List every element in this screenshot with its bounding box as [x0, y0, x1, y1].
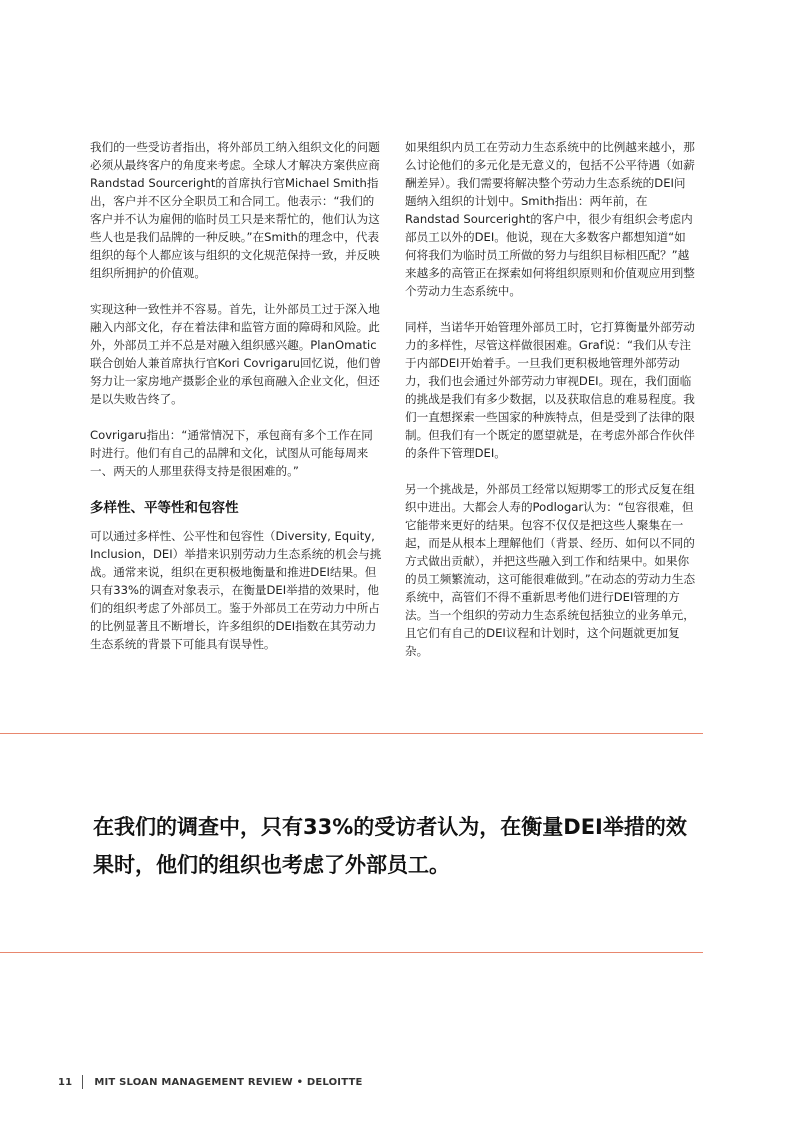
left-column [90, 138, 382, 671]
publication-name: MIT SLOAN MANAGEMENT REVIEW • DELOITTE [94, 1076, 363, 1088]
right-paragraph-3: 另一个挑战是，外部员工经常以短期零工的形式反复在组织中进出。大都会人寿的Podlogar认为：“包容很难，但它能带来更好的结果。包容不仅仅是把这些人聚集在一起，而是从根本上理解他们（背景、经历、如何以不同的方式做出贡献），并把这些融入到工作和结果中。如果你的员工频繁流动，这可能很难做到。”在动态的劳动力生态系统中，高管们不得不重新思考他们进行DEI管理的方法。当一个组织的劳动力生态系统包括独立的业务单元，且它们有自己的DEI议程和计划时，这个问题就更加复杂。 [405, 482, 696, 658]
page-number: 11 [58, 1076, 73, 1088]
footer-divider [82, 1075, 83, 1089]
page-footer [58, 1075, 363, 1089]
left-paragraph-1: 我们的一些受访者指出，将外部员工纳入组织文化的问题必须从最终客户的角度来考虑。全球人才解决方案供应商Randstad Sourceright的首席执行官Michael Smith指出，客户并不区分全职员工和合同工。他表示：“我们的客户并不认为雇佣的临时员工只是来帮忙的，他们认为这些人也是我们品牌的一种反映。”在Smith的理念中，代表组织的每个人都应该与组织的文化规范保持一致，并反映组织所拥护的价值观。 [90, 140, 380, 280]
pull-quote-bottom-rule [0, 952, 703, 953]
pull-quote: 在我们的调查中，只有33%的受访者认为，在衡量DEI举措的效果时，他们的组织也考虑了外部员工。 [93, 815, 687, 877]
left-paragraph-2: 实现这种一致性并不容易。首先，让外部员工过于深入地融入内部文化，存在着法律和监管方面的障碍和风险。此外，外部员工并不总是对融入组织感兴趣。PlanOmatic联合创始人兼首席执行官Kori Covrigaru回忆说，他们曾努力让一家房地产摄影企业的承包商融入企业文化，但还是以失败告终了。 [90, 302, 382, 406]
pull-quote-top-rule [0, 733, 703, 734]
right-paragraph-1: 如果组织内员工在劳动力生态系统中的比例越来越小，那么讨论他们的多元化是无意义的，包括不公平待遇（如薪酬差异）。我们需要将解决整个劳动力生态系统的DEI问题纳入组织的计划中。Smith指出：两年前，在Randstad Sourceright的客户中，很少有组织会考虑内部员工以外的DEI。他说，现在大多数客户都想知道“如何将我们为临时员工所做的努力与组织目标相匹配？”越来越多的高管正在探索如何将组织原则和价值观应用到整个劳动力生态系统中。 [405, 140, 695, 298]
right-paragraph-2: 同样，当诺华开始管理外部员工时，它打算衡量外部劳动力的多样性，尽管这样做很困难。Graf说：“我们从专注于内部DEI开始着手。一旦我们更积极地管理外部劳动力，我们也会通过外部劳动力审视DEI。现在，我们面临的挑战是我们有多少数据，以及获取信息的难易程度。我们一直想探索一些国家的种族特点，但是受到了法律的限制。但我们有一个既定的愿望就是，在考虑外部合作伙伴的条件下管理DEI。 [405, 320, 695, 460]
left-paragraph-3: Covrigaru指出：“通常情况下，承包商有多个工作在同时进行。他们有自己的品牌和文化，试图从可能每周来一、两天的人那里获得支持是很困难的。” [90, 428, 373, 478]
right-column [405, 138, 697, 678]
section-heading: 多样性、平等性和包容性 [90, 500, 239, 516]
left-paragraph-4: 可以通过多样性、公平性和包容性（Diversity, Equity, Inclusion，DEI）举措来识别劳动力生态系统的机会与挑战。通常来说，组织在更积极地衡量和推进DEI结果。但只有33%的调查对象表示，在衡量DEI举措的效果时，他们的组织考虑了外部员工。鉴于外部员工在劳动力中所占的比例显著且不断增长，许多组织的DEI指数在其劳动力生态系统的背景下可能具有误导性。 [90, 529, 382, 651]
